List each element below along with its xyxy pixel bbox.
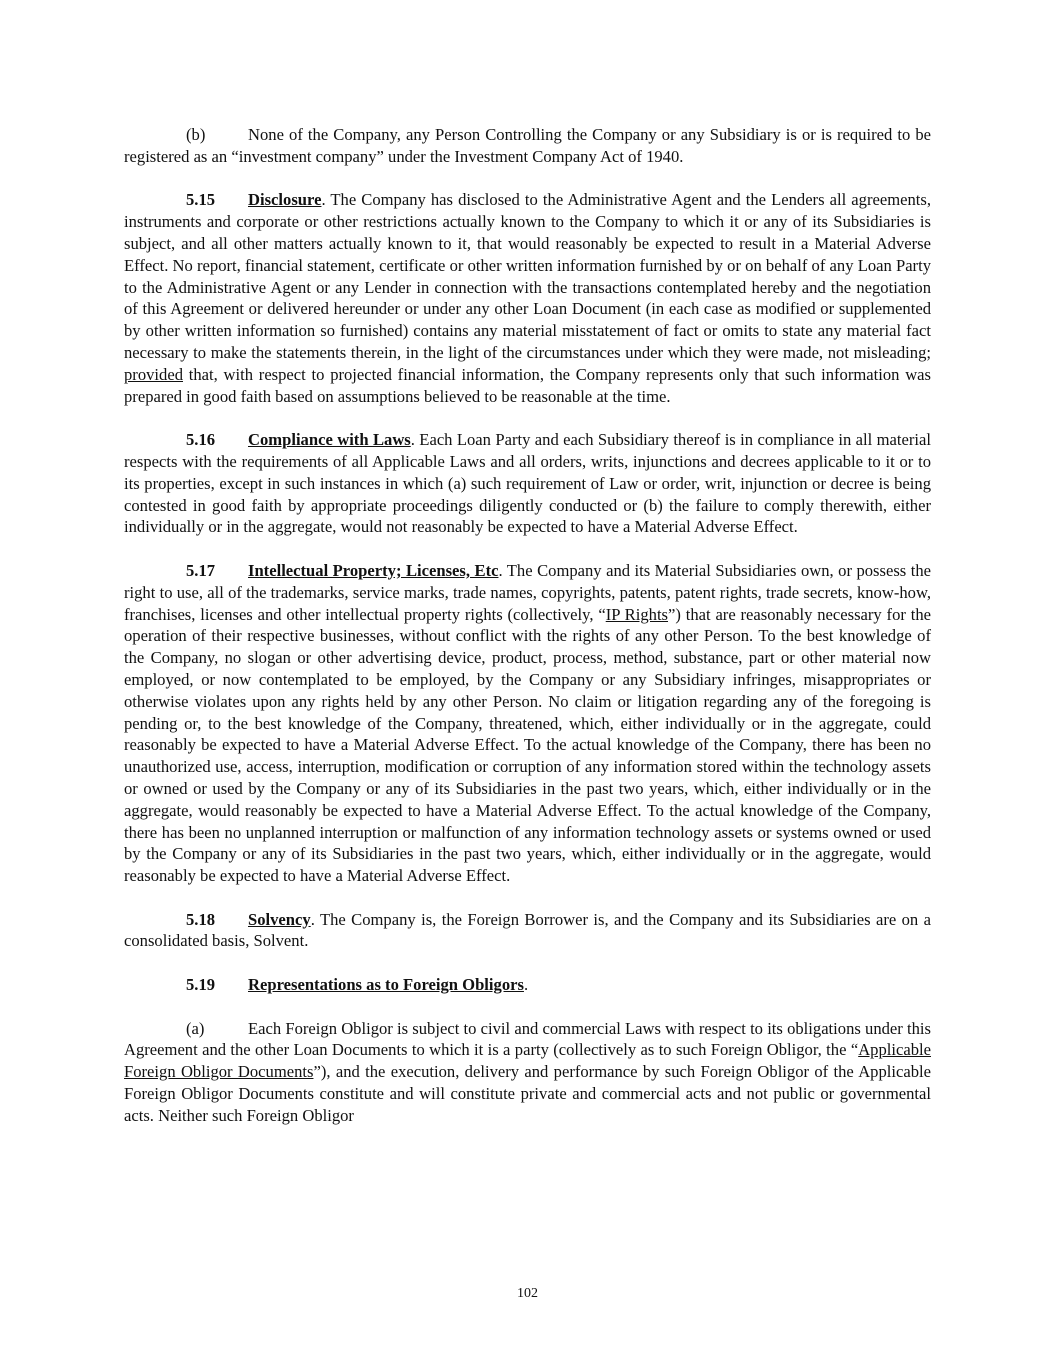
paragraph-a-label: (a) bbox=[186, 1018, 205, 1038]
section-5-15-text-2: that, with respect to projected financial information, the Company represents only that such information was prepared in good faith based on assumptions believed to be reasonable at the time. bbox=[124, 364, 931, 406]
section-5-18-text: . The Company is, the Foreign Borrower is, and the Company and its Subsidiaries are on a consolidated basis, Solvent. bbox=[124, 909, 931, 951]
document-page bbox=[124, 124, 931, 1148]
section-5-16 bbox=[124, 429, 931, 538]
section-5-17-text-2: ”) that are reasonably necessary for the operation of their respective businesses, without conflict with the rights of any other Person. To the best knowledge of the Company, no slogan or other advertising device, product, process, method, substance, part or other material now employed, or now contemplated to be employed, by the Company or any Subsidiary infringes, misappropriates or otherwise violates upon any rights held by any other Person. No claim or litigation regarding any of the foregoing is pending or, to the best knowledge of the Company, threatened, which, either individually or in the aggregate, could reasonably be expected to have a Material Adverse Effect. To the actual knowledge of the Company, there has been no unauthorized use, access, interruption, modification or corruption of any information stored within the technology assets or owned or used by the Company or any of its Subsidiaries in the past two years, which, either individually or in the aggregate, would reasonably be expected to have a Material Adverse Effect. To the actual knowledge of the Company, there has been no unplanned interruption or malfunction of any information technology assets or systems owned or used by the Company or any of its Subsidiaries in the past two years, which, either individually or in the aggregate, would reasonably be expected to have a Material Adverse Effect. bbox=[124, 604, 931, 886]
applicable-foreign-obligor-documents-term: Applicable Foreign Obligor Documents bbox=[124, 1040, 931, 1082]
section-5-18-number: 5.18 bbox=[186, 909, 216, 929]
section-5-18-heading: Solvency bbox=[248, 909, 311, 929]
provided-term: provided bbox=[124, 364, 183, 384]
section-5-17 bbox=[124, 560, 931, 887]
section-5-15-heading: Disclosure bbox=[248, 190, 322, 210]
section-5-16-heading: Compliance with Laws bbox=[248, 430, 411, 450]
section-5-15-text-1: . The Company has disclosed to the Administrative Agent and the Lenders all agreements, instruments and corporate or other restrictions actually known to the Company to which it or any of its Subsidiaries is subject, and all other matters actually known to it, that would reasonably be expected to result in a Material Adverse Effect. No report, financial statement, certificate or other written information furnished by or on behalf of any Loan Party to the Administrative Agent or any Lender in connection with the transactions contemplated hereby and the negotiation of this Agreement or delivered hereunder or under any other Loan Document (in each case as modified or supplemented by other written information so furnished) contains any material misstatement of fact or omits to state any material fact necessary to make the statements therein, in the light of the circumstances under which they were made, not misleading; bbox=[124, 190, 931, 362]
section-5-19-number: 5.19 bbox=[186, 975, 216, 995]
section-5-19-text: . bbox=[523, 975, 529, 995]
paragraph-a-text-1: Each Foreign Obligor is subject to civil and commercial Laws with respect to its obligations under this Agreement and the other Loan Documents to which it is a party (collectively as to such Foreign Obligor, the “ bbox=[124, 1018, 931, 1060]
section-5-16-number: 5.16 bbox=[186, 430, 216, 450]
section-5-17-text-1: . The Company and its Material Subsidiaries own, or possess the right to use, all of the trademarks, service marks, trade names, copyrights, patents, patent rights, trade secrets, know-how, franchises, licenses and other intellectual property rights (collectively, “ bbox=[124, 560, 932, 624]
paragraph-a-text-2: ”), and the execution, delivery and performance by such Foreign Obligor of the Applicable Foreign Obligor Documents constitute and will constitute private and commercial acts and not public or governmental acts. Neither such Foreign Obligor bbox=[124, 1062, 931, 1125]
section-5-17-heading: Intellectual Property; Licenses, Etc bbox=[248, 560, 499, 580]
section-5-16-text: . Each Loan Party and each Subsidiary thereof is in compliance in all material respects with the requirements of all Applicable Laws and all orders, writs, injunctions and decrees applicable to it or to its properties, except in such instances in which (a) such requirement of Law or order, writ, injunction or decree is being contested in good faith by appropriate proceedings diligently conducted or (b) the failure to comply therewith, either individually or in the aggregate, would not reasonably be expected to have a Material Adverse Effect. bbox=[124, 430, 931, 537]
section-5-17-number: 5.17 bbox=[186, 560, 216, 580]
paragraph-a bbox=[124, 1018, 931, 1127]
ip-rights-term: IP Rights bbox=[605, 604, 669, 624]
section-5-15 bbox=[124, 189, 931, 407]
section-5-18 bbox=[124, 909, 931, 953]
section-5-19-heading: Representations as to Foreign Obligors bbox=[248, 975, 524, 995]
page-number: 102 bbox=[517, 1286, 538, 1301]
section-5-15-number: 5.15 bbox=[186, 190, 216, 210]
paragraph-b-label: (b) bbox=[186, 125, 206, 144]
paragraph-b-text: None of the Company, any Person Controlling the Company or any Subsidiary is or is required to be registered as an “investment company” under the Investment Company Act of 1940. bbox=[124, 125, 931, 166]
paragraph-b bbox=[124, 124, 931, 168]
section-5-19 bbox=[124, 974, 931, 996]
